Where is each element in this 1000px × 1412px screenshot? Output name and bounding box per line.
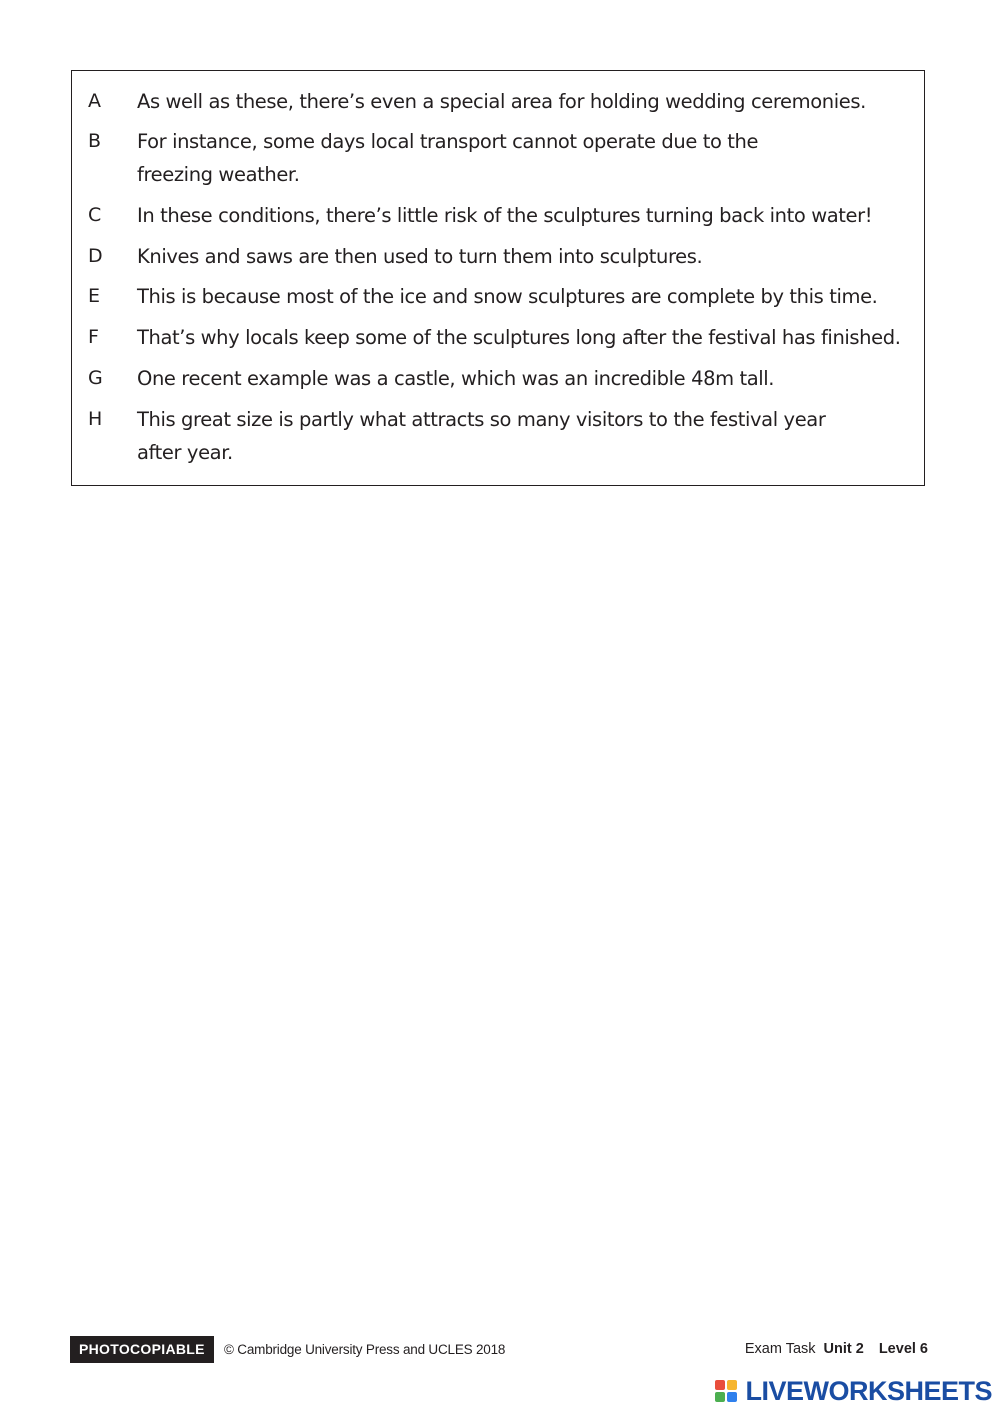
answer-options-box — [71, 70, 925, 486]
option-line: after year. — [137, 441, 233, 464]
exam-info — [745, 1336, 928, 1363]
option-text — [137, 280, 917, 313]
copyright-text: © Cambridge University Press and UCLES 2018 — [224, 1342, 506, 1357]
option-letter: D — [88, 245, 103, 267]
option-letter: A — [88, 90, 101, 112]
option-line: For instance, some days local transport cannot operate due to the — [137, 130, 759, 153]
option-letter: E — [88, 285, 101, 307]
option-letter: B — [88, 130, 102, 152]
option-line: As well as these, there’s even a special area for holding wedding ceremonies. — [137, 90, 866, 113]
option-text — [137, 321, 917, 354]
option-text — [137, 403, 917, 469]
option-line: freezing weather. — [137, 163, 300, 186]
option-text — [137, 240, 917, 273]
option-line: That’s why locals keep some of the sculptures long after the festival has finished. — [137, 326, 901, 349]
level-label: Level 6 — [878, 1341, 928, 1357]
option-line: This is because most of the ice and snow sculptures are complete by this time. — [137, 285, 878, 308]
option-letter: F — [88, 326, 99, 348]
option-letter: H — [88, 408, 103, 430]
photocopiable-badge: PHOTOCOPIABLE — [70, 1336, 214, 1363]
option-text — [137, 199, 917, 232]
liveworksheets-logo-icon — [714, 1379, 738, 1403]
option-line: Knives and saws are then used to turn them into sculptures. — [137, 245, 703, 268]
liveworksheets-brand[interactable] — [714, 1376, 992, 1406]
option-line: This great size is partly what attracts so many visitors to the festival year — [137, 408, 826, 431]
option-line: In these conditions, there’s little risk of the sculptures turning back into water! — [137, 204, 873, 227]
exam-task-label: Exam Task — [744, 1341, 816, 1357]
option-text — [137, 362, 917, 395]
option-letter: C — [88, 204, 102, 226]
liveworksheets-wordmark: LIVEWORKSHEETS — [745, 1376, 992, 1406]
page-footer — [70, 1336, 928, 1363]
option-text — [137, 125, 917, 191]
option-letter: G — [88, 367, 103, 389]
option-text — [137, 85, 917, 118]
unit-label: Unit 2 — [823, 1341, 864, 1357]
option-line: One recent example was a castle, which was an incredible 48m tall. — [137, 367, 775, 390]
